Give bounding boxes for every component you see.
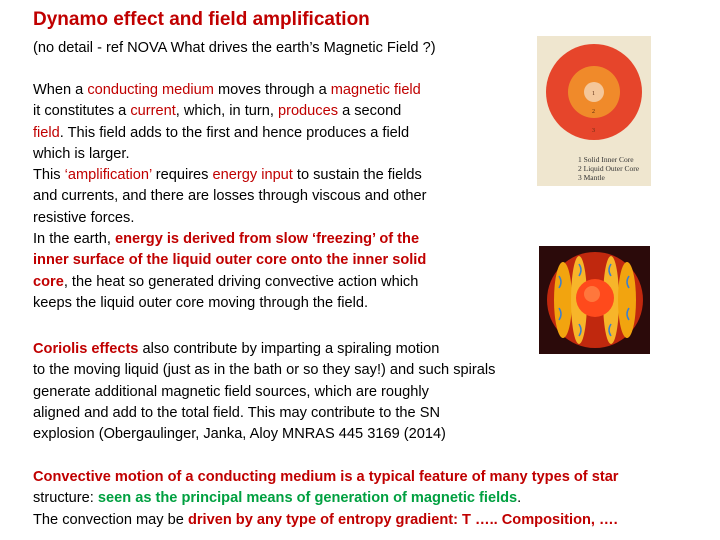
text-line: it constitutes a current, which, in turn, produces a second: [33, 103, 402, 120]
reference-subtitle: (no detail - ref NOVA What drives the earth’s Magnetic Field ?): [33, 40, 436, 56]
text-line: When a conducting medium moves through a magnetic field: [33, 82, 421, 98]
text-line: In the earth, energy is derived from slow ‘freezing’ of the: [33, 231, 420, 248]
text-line: structure: seen as the principal means of generation of magnetic fields.: [33, 490, 522, 507]
convection-svg: [539, 246, 650, 354]
label-mantle: 3: [592, 128, 595, 134]
slide-title: Dynamo effect and field amplification: [33, 9, 370, 30]
convection-paragraph: [33, 467, 619, 531]
core-highlight: [584, 286, 600, 302]
text-line: inner surface of the liquid outer core onto the inner solid: [33, 252, 427, 269]
convection-cell: [618, 262, 636, 338]
text-line: aligned and add to the total field. This may contribute to the SN: [33, 404, 440, 421]
text-line: core, the heat so generated driving convective action which: [33, 273, 419, 290]
coriolis-paragraph: [33, 339, 495, 445]
text-line: keeps the liquid outer core moving through the field.: [33, 294, 369, 311]
text-line: generate additional magnetic field sources, which are roughly: [33, 383, 429, 400]
text-line: The convection may be driven by any type of entropy gradient: T ….. Composition, ….: [33, 511, 618, 528]
label-inner-core: 1: [592, 91, 595, 97]
text-line: field. This field adds to the first and hence produces a field: [33, 124, 410, 141]
dynamo-paragraph: [33, 80, 426, 314]
text-line: resistive forces.: [33, 209, 135, 226]
text-line: to the moving liquid (just as in the bath or so they say!) and such spirals: [33, 362, 496, 379]
text-line: explosion (Obergaulinger, Janka, Aloy MNRAS 445 3169 (2014): [33, 426, 446, 443]
convection-cell: [554, 262, 572, 338]
legend-item: 3 Mantle: [578, 173, 605, 182]
text-line: which is larger.: [33, 145, 130, 162]
label-outer-core: 2: [592, 109, 595, 115]
legend-item: 2 Liquid Outer Core: [578, 164, 640, 173]
text-line: and currents, and there are losses through viscous and other: [33, 188, 427, 205]
text-line: Coriolis effects also contribute by imparting a spiraling motion: [33, 341, 440, 357]
text-line: Convective motion of a conducting medium is a typical feature of many types of star: [33, 469, 619, 485]
legend-item: 1 Solid Inner Core: [578, 155, 634, 164]
earth-core-diagram: [537, 36, 651, 186]
convection-cells-diagram: [539, 246, 650, 354]
text-line: This ‘amplification’ requires energy input to sustain the fields: [33, 167, 422, 184]
